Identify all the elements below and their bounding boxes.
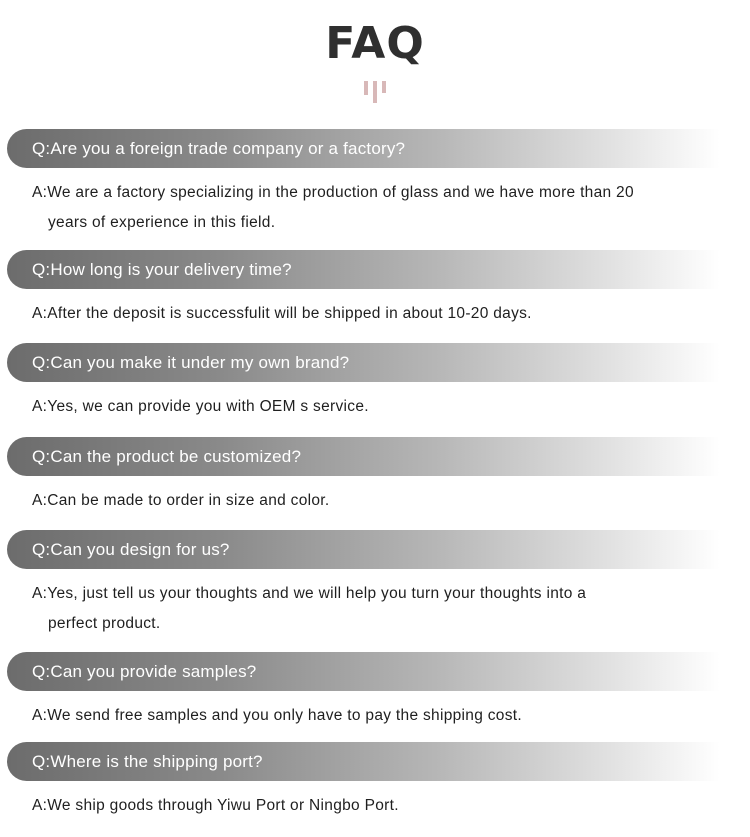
- faq-answer-4: [32, 486, 712, 516]
- faq-question-7: Q:Where is the shipping port?: [7, 742, 720, 781]
- faq-answer-5: [32, 579, 712, 639]
- faq-answer-1-line-1: A:We are a factory specializing in the production of glass and we have more than 20: [32, 184, 634, 201]
- faq-answer-5-line-1: A:Yes, just tell us your thoughts and we will help you turn your thoughts into a: [32, 585, 587, 602]
- faq-answer-2: [32, 299, 712, 329]
- faq-question-3: Q:Can you make it under my own brand?: [7, 343, 720, 382]
- faq-answer-3-line-1: A:Yes, we can provide you with OEM s service.: [32, 398, 369, 415]
- faq-question-1: Q:Are you a foreign trade company or a factory?: [7, 129, 720, 168]
- faq-answer-6-line-1: A:We send free samples and you only have to pay the shipping cost.: [32, 707, 522, 724]
- faq-answer-6: [32, 701, 712, 731]
- faq-answer-7: [32, 791, 712, 821]
- faq-question-6: Q:Can you provide samples?: [7, 652, 720, 691]
- page-title: FAQ: [325, 18, 425, 69]
- faq-answer-3: [32, 392, 712, 422]
- faq-answer-5-line-2: perfect product.: [48, 615, 161, 632]
- faq-answer-4-line-1: A:Can be made to order in size and color.: [32, 492, 330, 509]
- faq-question-2: Q:How long is your delivery time?: [7, 250, 720, 289]
- faq-answer-1-line-2: years of experience in this field.: [48, 214, 276, 231]
- faq-question-5: Q:Can you design for us?: [7, 530, 720, 569]
- title-decoration: [0, 81, 750, 103]
- faq-question-4: Q:Can the product be customized?: [7, 437, 720, 476]
- faq-answer-7-line-1: A:We ship goods through Yiwu Port or Ningbo Port.: [32, 797, 399, 814]
- faq-answer-2-line-1: A:After the deposit is successfulit will be shipped in about 10-20 days.: [32, 305, 532, 322]
- faq-answer-1: [32, 178, 712, 238]
